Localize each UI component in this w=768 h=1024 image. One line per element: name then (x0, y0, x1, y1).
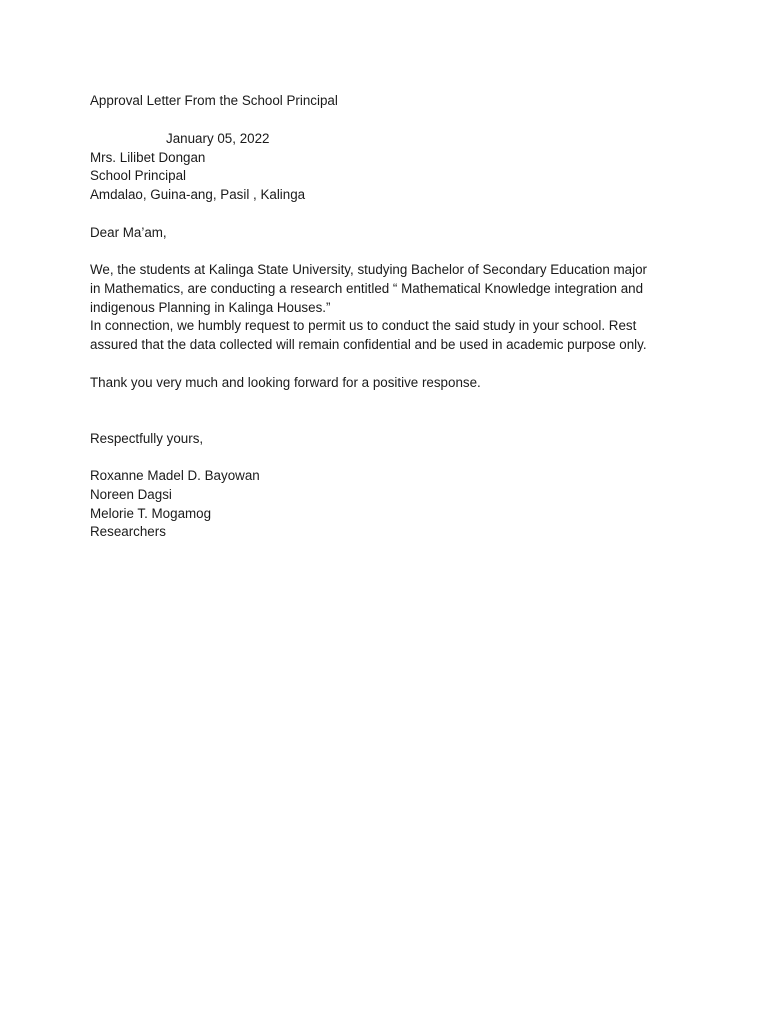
body-line: indigenous Planning in Kalinga Houses.” (90, 300, 331, 315)
salutation: Dear Ma’am, (90, 225, 167, 240)
recipient-name: Mrs. Lilibet Dongan (90, 150, 206, 165)
recipient-position: School Principal (90, 168, 187, 183)
letter-title: Approval Letter From the School Principal (90, 93, 338, 108)
body-line: In connection, we humbly request to permit us to conduct the said study in your school. Rest (90, 318, 637, 333)
thanks-line: Thank you very much and looking forward for a positive response. (90, 375, 481, 390)
body-line: assured that the data collected will remain confidential and be used in academic purpose only. (90, 337, 647, 352)
body-line: in Mathematics, are conducting a research entitled “ Mathematical Knowledge integration and (90, 281, 644, 296)
signatory-role: Researchers (90, 524, 166, 539)
signatory-name: Melorie T. Mogamog (90, 506, 212, 521)
recipient-address: Amdalao, Guina-ang, Pasil , Kalinga (90, 187, 306, 202)
signatory-name: Roxanne Madel D. Bayowan (90, 468, 260, 483)
closing: Respectfully yours, (90, 431, 204, 446)
body-line: We, the students at Kalinga State University, studying Bachelor of Secondary Education major (90, 262, 648, 277)
letter-date: January 05, 2022 (166, 131, 270, 146)
signatory-name: Noreen Dagsi (90, 487, 172, 502)
